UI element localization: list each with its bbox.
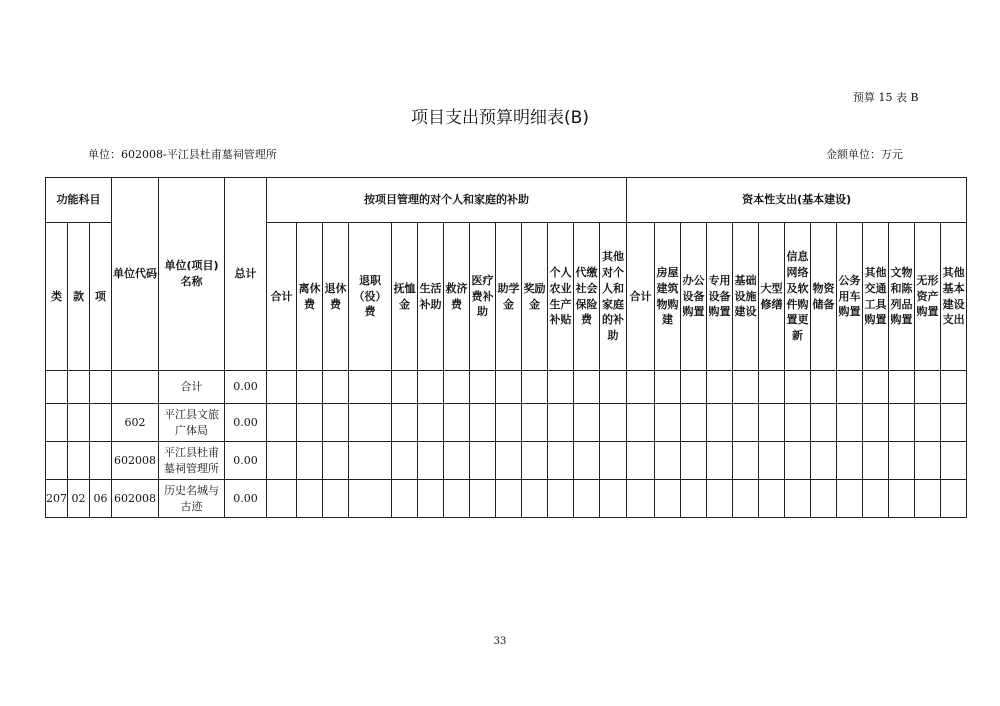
total-cell: 0.00 [225, 371, 267, 404]
amount-cell [267, 371, 297, 404]
amount-cell [548, 371, 574, 404]
unit-code-cell: 602 [112, 404, 159, 442]
amount-cell [915, 480, 941, 518]
amount-cell [733, 442, 759, 480]
amount-cell [785, 480, 811, 518]
amount-cell [811, 442, 837, 480]
amount-cell [681, 442, 707, 480]
amount-cell [574, 371, 600, 404]
amount-cell [496, 442, 522, 480]
amount-cell [496, 371, 522, 404]
amount-cell [889, 404, 915, 442]
amount-cell [323, 480, 349, 518]
amount-cell [733, 480, 759, 518]
amount-cell [444, 480, 470, 518]
lei-cell [46, 404, 68, 442]
amount-cell [627, 442, 655, 480]
capital-col-header: 公务用车购置 [837, 223, 863, 371]
amount-cell [941, 480, 967, 518]
amount-cell [392, 480, 418, 518]
amount-cell [681, 404, 707, 442]
amount-cell [574, 404, 600, 442]
personal-col-header: 生活补助 [418, 223, 444, 371]
amount-cell [785, 442, 811, 480]
personal-col-header: 离休费 [297, 223, 323, 371]
amount-cell [600, 480, 627, 518]
unit-name-cell: 平江县杜甫墓祠管理所 [159, 442, 225, 480]
amount-cell [941, 442, 967, 480]
xiang-header: 项 [90, 223, 112, 371]
amount-cell [470, 371, 496, 404]
amount-cell [837, 404, 863, 442]
unit-name-cell: 合计 [159, 371, 225, 404]
personal-subsidy-group-header: 按项目管理的对个人和家庭的补助 [267, 178, 627, 223]
amount-cell [323, 404, 349, 442]
amount-cell [915, 371, 941, 404]
personal-col-header: 代缴社会保险费 [574, 223, 600, 371]
amount-cell [941, 371, 967, 404]
amount-cell [470, 442, 496, 480]
kuan-cell: 02 [68, 480, 90, 518]
amount-cell [733, 404, 759, 442]
amount-cell [889, 480, 915, 518]
total-cell: 0.00 [225, 442, 267, 480]
personal-col-header: 医疗费补助 [470, 223, 496, 371]
amount-cell [548, 480, 574, 518]
capital-expenditure-group-header: 资本性支出(基本建设) [627, 178, 967, 223]
amount-cell [267, 404, 297, 442]
table-row [46, 404, 967, 442]
personal-col-header: 退职（役）费 [349, 223, 392, 371]
amount-cell [600, 404, 627, 442]
amount-cell [863, 371, 889, 404]
capital-col-header: 其他交通工具购置 [863, 223, 889, 371]
amount-cell [759, 371, 785, 404]
amount-cell [707, 480, 733, 518]
amount-cell [889, 442, 915, 480]
amount-cell [392, 371, 418, 404]
capital-col-header: 基础设施建设 [733, 223, 759, 371]
unit-code-header: 单位代码 [112, 178, 159, 371]
amount-cell [600, 442, 627, 480]
table-row [46, 371, 967, 404]
personal-col-header: 救济费 [444, 223, 470, 371]
amount-cell [496, 480, 522, 518]
amount-cell [889, 371, 915, 404]
amount-cell [863, 442, 889, 480]
amount-cell [759, 480, 785, 518]
amount-cell [707, 371, 733, 404]
unit-code-cell: 602008 [112, 442, 159, 480]
amount-cell [522, 480, 548, 518]
amount-cell [811, 480, 837, 518]
lei-cell: 207 [46, 480, 68, 518]
amount-cell [759, 442, 785, 480]
amount-cell [297, 442, 323, 480]
kuan-header: 款 [68, 223, 90, 371]
amount-cell [837, 371, 863, 404]
amount-cell [297, 371, 323, 404]
amount-cell [349, 371, 392, 404]
amount-cell [915, 404, 941, 442]
amount-cell [418, 404, 444, 442]
page-number: 33 [493, 636, 507, 647]
amount-cell [759, 404, 785, 442]
page-title: 项目支出预算明细表(B) [411, 108, 589, 128]
capital-col-header: 其他基本建设支出 [941, 223, 967, 371]
amount-cell [863, 404, 889, 442]
amount-cell [496, 404, 522, 442]
kuan-cell [68, 371, 90, 404]
personal-col-header: 助学金 [496, 223, 522, 371]
amount-cell [681, 371, 707, 404]
amount-cell [267, 480, 297, 518]
amount-cell [392, 404, 418, 442]
amount-cell [733, 371, 759, 404]
amount-cell [681, 480, 707, 518]
amount-cell [785, 404, 811, 442]
total-header: 总计 [225, 178, 267, 371]
amount-cell [600, 371, 627, 404]
table-row [46, 480, 967, 518]
capital-col-header: 信息网络及软件购置更新 [785, 223, 811, 371]
amount-cell [574, 480, 600, 518]
amount-cell [522, 404, 548, 442]
xiang-cell [90, 371, 112, 404]
amount-cell [837, 442, 863, 480]
amount-cell [470, 404, 496, 442]
personal-col-header: 退休费 [323, 223, 349, 371]
xiang-cell: 06 [90, 480, 112, 518]
amount-cell [392, 442, 418, 480]
amount-cell [655, 371, 681, 404]
capital-col-header: 大型修缮 [759, 223, 785, 371]
amount-cell [267, 442, 297, 480]
lei-header: 类 [46, 223, 68, 371]
unit-code-cell [112, 371, 159, 404]
func-subject-header: 功能科目 [46, 178, 112, 223]
unit-name-cell: 平江县文旅广体局 [159, 404, 225, 442]
amount-cell [548, 404, 574, 442]
amount-cell [811, 371, 837, 404]
capital-col-header: 房屋建筑物购建 [655, 223, 681, 371]
personal-col-header: 奖励金 [522, 223, 548, 371]
amount-cell [915, 442, 941, 480]
amount-cell [811, 404, 837, 442]
capital-col-header: 无形资产购置 [915, 223, 941, 371]
amount-cell [837, 480, 863, 518]
amount-cell [522, 371, 548, 404]
kuan-cell [68, 404, 90, 442]
amount-cell [444, 404, 470, 442]
table-row [46, 442, 967, 480]
unit-name-header: 单位(项目)名称 [159, 178, 225, 371]
total-cell: 0.00 [225, 404, 267, 442]
unit-code-cell: 602008 [112, 480, 159, 518]
amount-cell [349, 480, 392, 518]
amount-cell [655, 480, 681, 518]
amount-cell [574, 442, 600, 480]
amount-cell [941, 404, 967, 442]
amount-cell [323, 442, 349, 480]
amount-cell [470, 480, 496, 518]
form-number: 预算 15 表 B [853, 91, 919, 104]
capital-col-header: 合计 [627, 223, 655, 371]
kuan-cell [68, 442, 90, 480]
xiang-cell [90, 404, 112, 442]
amount-cell [627, 480, 655, 518]
amount-cell [323, 371, 349, 404]
amount-cell [863, 480, 889, 518]
amount-cell [349, 442, 392, 480]
personal-col-header: 合计 [267, 223, 297, 371]
amount-cell [655, 404, 681, 442]
capital-col-header: 办公设备购置 [681, 223, 707, 371]
amount-cell [785, 371, 811, 404]
amount-cell [548, 442, 574, 480]
amount-cell [418, 371, 444, 404]
capital-col-header: 物资储备 [811, 223, 837, 371]
total-cell: 0.00 [225, 480, 267, 518]
capital-col-header: 专用设备购置 [707, 223, 733, 371]
amount-cell [297, 480, 323, 518]
personal-col-header: 其他对个人和家庭的补助 [600, 223, 627, 371]
amount-cell [627, 404, 655, 442]
amount-cell [522, 442, 548, 480]
unit-label: 单位：602008-平江县杜甫墓祠管理所 [88, 148, 277, 161]
lei-cell [46, 442, 68, 480]
personal-col-header: 个人农业生产补贴 [548, 223, 574, 371]
budget-detail-table [45, 177, 967, 518]
amount-cell [655, 442, 681, 480]
amount-cell [297, 404, 323, 442]
xiang-cell [90, 442, 112, 480]
amount-unit-label: 金额单位：万元 [826, 148, 903, 161]
amount-cell [444, 371, 470, 404]
lei-cell [46, 371, 68, 404]
amount-cell [349, 404, 392, 442]
unit-name-cell: 历史名城与古迹 [159, 480, 225, 518]
personal-col-header: 抚恤金 [392, 223, 418, 371]
amount-cell [707, 442, 733, 480]
amount-cell [444, 442, 470, 480]
amount-cell [707, 404, 733, 442]
amount-cell [418, 442, 444, 480]
amount-cell [627, 371, 655, 404]
amount-cell [418, 480, 444, 518]
capital-col-header: 文物和陈列品购置 [889, 223, 915, 371]
